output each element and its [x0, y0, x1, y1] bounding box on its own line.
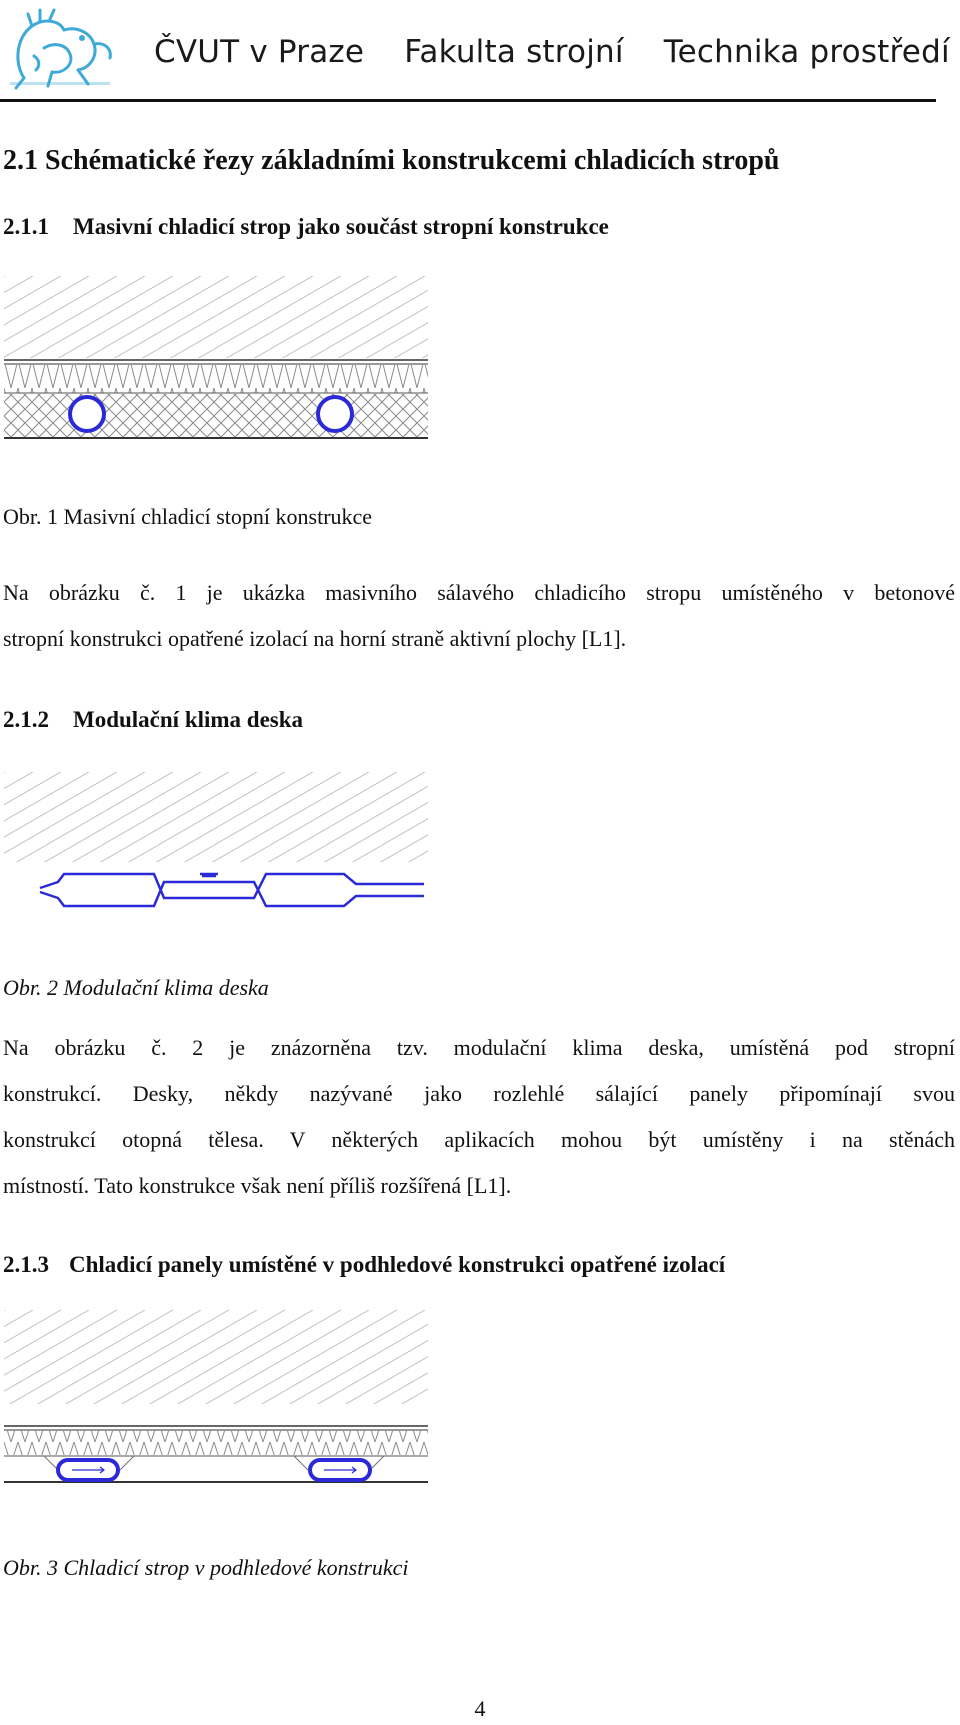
concrete-layer	[4, 276, 428, 358]
paragraph-line: Na obrázku č. 2 je znázorněna tzv. modulační klima deska, umístěná pod stropní	[3, 1035, 955, 1060]
header-institution: ČVUT v Praze	[154, 34, 365, 70]
cooling-pipe	[318, 397, 352, 431]
subsection-number: 2.1.2	[3, 707, 49, 732]
insulation-layer	[4, 1431, 428, 1455]
figure-2-climate-panel-diagram	[4, 772, 428, 922]
concrete-layer	[4, 1310, 428, 1404]
paragraph-line: konstrukcí otopná tělesa. V některých aplikacích mohou být umístěny i na stěnách	[3, 1127, 955, 1152]
paragraph-line: Na obrázku č. 1 je ukázka masivního sálavého chladicího stropu umístěného v betonové	[3, 580, 955, 605]
subsection-title: Masivní chladicí strop jako součást stropní konstrukce	[73, 214, 609, 239]
cooling-pipe	[70, 397, 104, 431]
header-faculty: Fakulta strojní	[404, 34, 624, 70]
active-concrete-layer	[4, 394, 428, 438]
header-divider	[0, 99, 936, 102]
insulation-layer	[4, 365, 428, 393]
subsection-title: Modulační klima deska	[73, 707, 304, 732]
subsection-title: Chladicí panely umístěné v podhledové konstrukci opatřené izolací	[69, 1252, 726, 1277]
figure-3-caption: Obr. 3 Chladicí strop v podhledové konstrukci	[3, 1555, 409, 1580]
cooling-pipe	[58, 1460, 118, 1480]
subsection-heading-2-1-2	[3, 707, 303, 733]
paragraph-line: stropní konstrukci opatřené izolací na horní straně aktivní plochy [L1].	[3, 626, 627, 651]
cooling-pipe	[310, 1460, 370, 1480]
figure-1-massive-ceiling-diagram	[4, 276, 428, 448]
figure-3-suspended-ceiling-diagram	[4, 1310, 428, 1496]
section-title: 2.1 Schématické řezy základními konstrukcemi chladicích stropů	[3, 145, 780, 176]
header-department: Technika prostředí	[663, 34, 950, 70]
climate-panel-profile	[40, 874, 424, 906]
page-number: 4	[474, 1696, 486, 1721]
concrete-layer	[4, 772, 428, 862]
subsection-number: 2.1.3	[3, 1252, 49, 1277]
figure-1-caption: Obr. 1 Masivní chladicí stopní konstrukce	[3, 504, 373, 529]
paragraph-line: konstrukcí. Desky, někdy nazývané jako rozlehlé sálající panely připomínají svou	[3, 1081, 955, 1106]
subsection-heading-2-1-3	[3, 1252, 725, 1278]
figure-2-caption: Obr. 2 Modulační klima deska	[3, 975, 269, 1000]
cvut-lion-logo	[4, 8, 116, 90]
header-text	[154, 34, 960, 70]
paragraph-line: místností. Tato konstrukce však není příliš rozšířená [L1].	[3, 1173, 512, 1198]
subsection-number: 2.1.1	[3, 214, 49, 239]
page-header	[0, 0, 960, 110]
subsection-heading-2-1-1	[3, 214, 609, 240]
paragraph-2-1-2	[3, 1025, 955, 1209]
paragraph-2-1-1	[3, 570, 955, 662]
